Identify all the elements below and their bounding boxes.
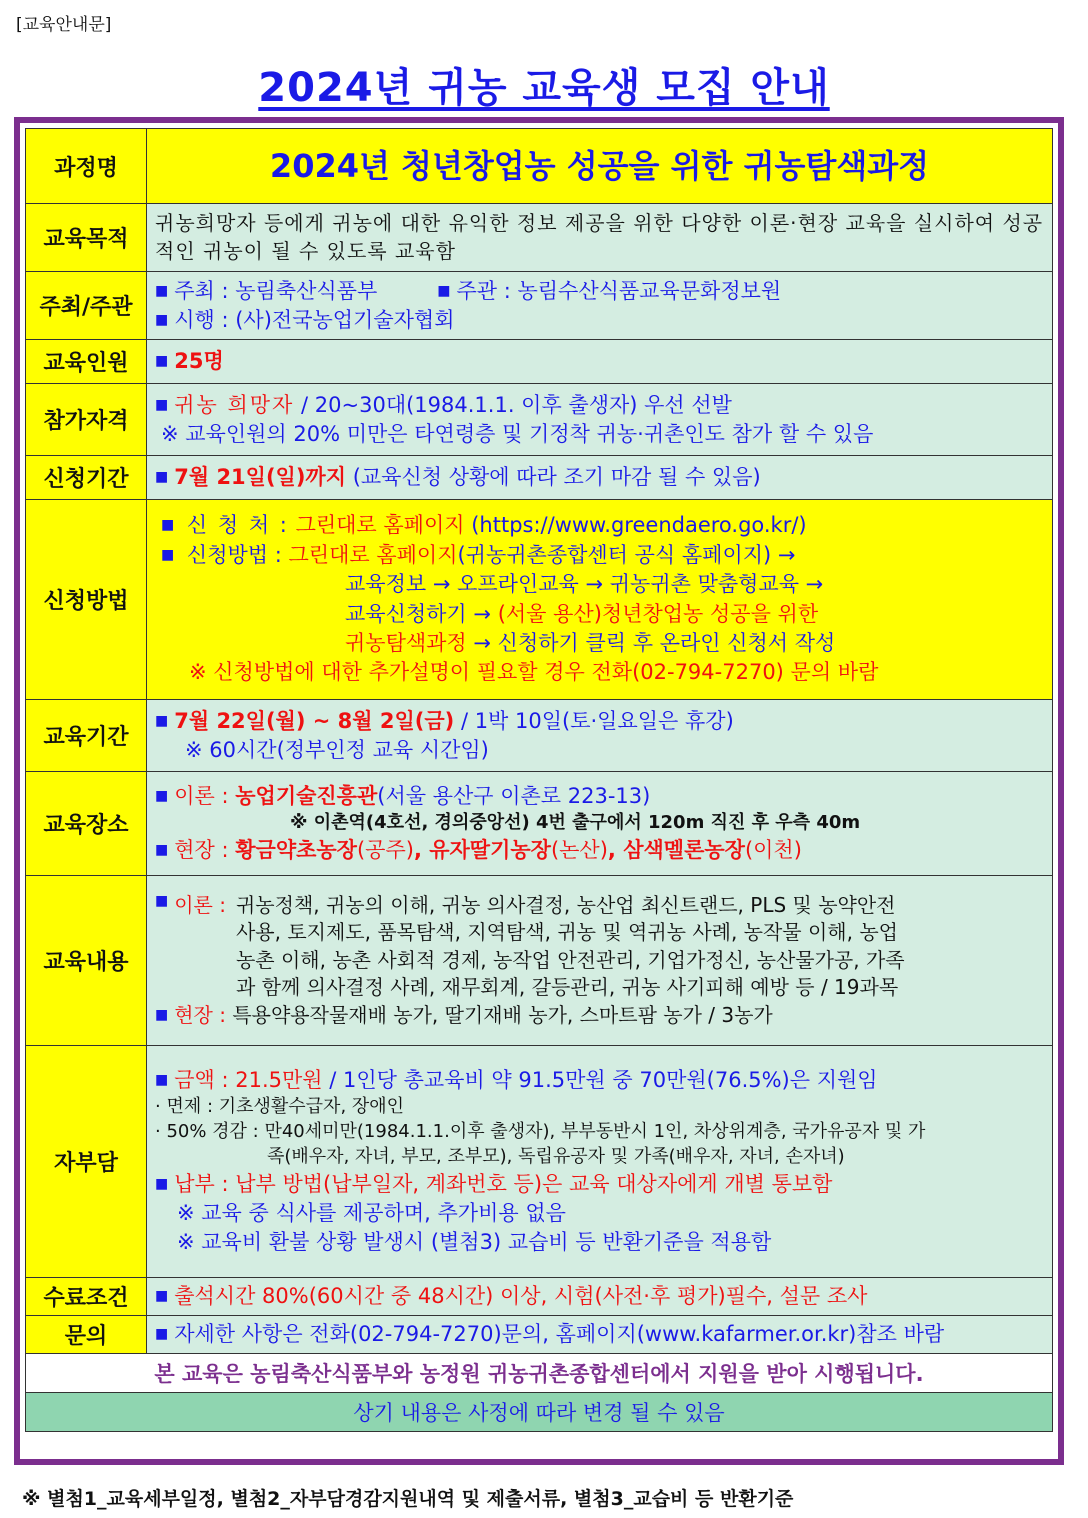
row-inquiry — [26, 1316, 1053, 1354]
apply-how-step3b: (서울 용산)청년창업농 성공을 위한 — [497, 601, 819, 626]
row-apply-period — [26, 456, 1053, 500]
apply-how-label: 신청방법 : — [186, 542, 282, 567]
value-course — [147, 129, 1053, 204]
label-inquiry: 문의 — [26, 1316, 147, 1354]
info-table — [25, 128, 1053, 1432]
apply-how-step2: 교육정보 → 오프라인교육 → 귀농귀촌 맞춤형교육 → — [345, 572, 824, 597]
label-content: 교육내용 — [26, 876, 147, 1046]
content-theory-line: 사용, 토지제도, 품목탐색, 지역탐색, 귀농 및 역귀농 사례, 농작물 이해, 농업 — [235, 920, 898, 945]
value-headcount — [147, 340, 1053, 384]
bullet-icon: ■ — [437, 282, 451, 299]
row-change — [26, 1393, 1053, 1432]
value-venue: ■ 이론 : 농업기술진흥관(서울 용산구 이촌로 223-13) ※ 이촌역(4호선, 경의중앙선) 4번 출구에서 120m 직진 후 우측 40m ■ 현장 : 황금약초농장(공주), 유자딸기농장(논산), 삼색멜론농장(이천) — [147, 772, 1053, 876]
venue-farm-3-location: (이천) — [744, 837, 802, 862]
eligibility-age: / 20~30대(1984.1.1. 이후 출생자) 우선 선발 — [301, 392, 732, 417]
label-host: 주최/주관 — [26, 272, 147, 340]
apply-how-step1: (귀농귀촌종합센터 공식 홈페이지) → — [457, 542, 796, 567]
apply-deadline: 7월 21일(일)까지 — [174, 465, 347, 490]
value-completion — [147, 1278, 1053, 1316]
value-apply-method — [147, 500, 1053, 700]
edu-duration: / 1박 10일(토·일요일은 휴강) — [460, 708, 734, 733]
fee-note-meal: ※ 교육 중 식사를 제공하며, 추가비용 없음 — [177, 1200, 566, 1225]
content-theory-line: 과 함께 의사결정 사례, 재무회계, 갈등관리, 귀농 사기피해 예방 등 / 19과목 — [235, 975, 899, 1000]
bullet-icon: ■ — [155, 396, 169, 413]
content-field-text: 특용약용작물재배 농가, 딸기재배 농가, 스마트팜 농가 / 3농가 — [232, 1002, 773, 1027]
label-completion: 수료조건 — [26, 1278, 147, 1316]
value-host — [147, 272, 1053, 340]
venue-theory-tag: 이론 : — [174, 784, 229, 809]
venue-theory-directions: ※ 이촌역(4호선, 경의중앙선) 4번 출구에서 120m 직진 후 우측 40m — [290, 812, 861, 834]
apply-how-step4a: 귀농탐색과정 — [345, 630, 467, 655]
label-eligibility: 참가자격 — [26, 384, 147, 456]
edu-hours: ※ 60시간(정부인정 교육 시간임) — [185, 737, 489, 762]
row-edu-period — [26, 700, 1053, 772]
bullet-icon: ■ — [155, 712, 169, 729]
eligibility-target: 귀농 희망자 — [174, 392, 295, 417]
bullet-icon: ■ — [155, 1006, 169, 1023]
value-edu-period — [147, 700, 1053, 772]
row-venue — [26, 772, 1053, 876]
attachment-footnote: ※ 별첨1_교육세부일정, 별첨2_자부담경감지원내역 및 제출서류, 별첨3_교습비 등 반환기준 — [22, 1488, 794, 1510]
bullet-icon: ■ — [155, 469, 169, 486]
bullet-icon: ■ — [155, 353, 169, 370]
bullet-icon: ■ — [155, 841, 169, 858]
content-theory-line: 농촌 이해, 농촌 사회적 경제, 농작업 안전관리, 기업가정신, 농산물가공, 가족 — [235, 947, 905, 972]
row-host — [26, 272, 1053, 340]
row-content — [26, 876, 1053, 1046]
bullet-icon: ■ — [155, 1072, 169, 1089]
host-operator: 시행 : (사)전국농업기술자협회 — [174, 307, 455, 332]
row-headcount — [26, 340, 1053, 384]
label-course: 과정명 — [26, 129, 147, 204]
info-frame — [14, 117, 1064, 1465]
page-title: 2024년 귀농 교육생 모집 안내 — [258, 65, 830, 111]
venue-farm-1: 황금약초농장 — [235, 837, 357, 862]
label-fee: 자부담 — [26, 1046, 147, 1278]
fee-amount-detail: / 1인당 총교육비 약 91.5만원 중 70만원(76.5%)은 지원임 — [329, 1068, 878, 1093]
content-field-tag: 현장 : — [174, 1002, 226, 1027]
venue-theory-address: (서울 용산구 이촌로 223-13) — [377, 784, 651, 809]
row-eligibility — [26, 384, 1053, 456]
row-fee — [26, 1046, 1053, 1278]
bullet-icon: ■ — [155, 1288, 169, 1305]
bullet-icon: ■ — [155, 282, 169, 299]
label-venue: 교육장소 — [26, 772, 147, 876]
edu-dates: 7월 22일(월) ~ 8월 2일(금) — [174, 708, 455, 733]
apply-deadline-note: (교육신청 상황에 따라 조기 마감 될 수 있음) — [352, 465, 761, 490]
fee-reduce-line1: · 50% 경감 : 만40세미만(1984.1.1.이후 출생자), 부부동반시 1인, 차상위계층, 국가유공자 및 가 — [155, 1121, 926, 1143]
value-content — [147, 876, 1053, 1046]
bullet-icon: ■ — [155, 1175, 169, 1192]
venue-farm-1-location: (공주) — [356, 837, 414, 862]
document-tag: [교육안내문] — [16, 15, 112, 35]
fee-note-refund: ※ 교육비 환불 상황 발생시 (별첨3) 교습비 등 반환기준을 적용함 — [177, 1229, 772, 1254]
headcount-value: 25명 — [174, 349, 224, 374]
content-theory-line: 귀농정책, 귀농의 이해, 귀농 의사결정, 농산업 최신트랜드, PLS 및 농약안전 — [235, 892, 896, 917]
venue-farm-2: 유자딸기농장 — [429, 837, 551, 862]
completion-text: 출석시간 80%(60시간 중 48시간) 이상, 시험(사전·후 평가)필수, 설문 조사 — [174, 1284, 868, 1309]
label-headcount: 교육인원 — [26, 340, 147, 384]
bullet-icon: ■ — [155, 892, 169, 909]
bullet-icon: ■ — [155, 1326, 169, 1343]
bullet-icon: ■ — [161, 517, 175, 534]
support-notice: 본 교육은 농림축산식품부와 농정원 귀농귀촌종합센터에서 지원을 받아 시행됩니다. — [26, 1354, 1053, 1393]
value-fee — [147, 1046, 1053, 1278]
apply-how-step4b: → 신청하기 클릭 후 온라인 신청서 작성 — [473, 630, 836, 655]
content-theory-tag: 이론 : — [174, 892, 226, 917]
value-apply-period — [147, 456, 1053, 500]
row-notice — [26, 1354, 1053, 1393]
host-manager: 주관 : 농림수산식품교육문화정보원 — [456, 278, 782, 303]
row-completion — [26, 1278, 1053, 1316]
apply-where-label: 신 청 처 : — [186, 513, 289, 538]
bullet-icon: ■ — [155, 311, 169, 328]
label-apply-period: 신청기간 — [26, 456, 147, 500]
host-organizer: 주최 : 농림축산식품부 — [174, 278, 378, 303]
venue-farm-3: 삼색멜론농장 — [623, 837, 745, 862]
apply-where-site: 그린대로 홈페이지 — [295, 513, 465, 538]
venue-theory-place: 농업기술진흥관 — [235, 784, 378, 809]
value-inquiry — [147, 1316, 1053, 1354]
bullet-icon: ■ — [155, 788, 169, 805]
bullet-icon: ■ — [161, 546, 175, 563]
fee-exempt: · 면제 : 기초생활수급자, 장애인 — [155, 1096, 405, 1118]
inquiry-text[interactable]: 자세한 사항은 전화(02-794-7270)문의, 홈페이지(www.kafarmer.or.kr)참조 바람 — [174, 1322, 945, 1347]
label-purpose: 교육목적 — [26, 204, 147, 272]
value-purpose: 귀농희망자 등에게 귀농에 대한 유익한 정보 제공을 위한 다양한 이론·현장 교육을 실시하여 성공적인 귀농이 될 수 있도록 교육함 — [147, 204, 1053, 272]
row-purpose — [26, 204, 1053, 272]
apply-how-site: 그린대로 홈페이지 — [288, 542, 458, 567]
change-notice: 상기 내용은 사정에 따라 변경 될 수 있음 — [26, 1393, 1053, 1432]
apply-note: ※ 신청방법에 대한 추가설명이 필요할 경우 전화(02-794-7270) 문의 바람 — [189, 660, 879, 685]
value-eligibility — [147, 384, 1053, 456]
fee-reduce-line2: 족(배우자, 자녀, 부모, 조부모), 독립유공자 및 가족(배우자, 자녀, 손자녀) — [267, 1145, 845, 1167]
row-apply-method — [26, 500, 1053, 700]
apply-where-url[interactable]: (https://www.greendaero.go.kr/) — [471, 513, 807, 538]
course-title: 2024년 청년창업농 성공을 위한 귀농탐색과정 — [269, 146, 930, 185]
label-apply-method: 신청방법 — [26, 500, 147, 700]
fee-payment: 납부 : 납부 방법(납부일자, 계좌번호 등)은 교육 대상자에게 개별 통보함 — [174, 1171, 833, 1196]
row-course — [26, 129, 1053, 204]
eligibility-note: ※ 교육인원의 20% 미만은 타연령층 및 기정착 귀농·귀촌인도 참가 할 수 있음 — [161, 421, 874, 446]
label-edu-period: 교육기간 — [26, 700, 147, 772]
venue-field-tag: 현장 : — [174, 837, 229, 862]
fee-amount: 금액 : 21.5만원 — [174, 1068, 323, 1093]
apply-how-step3a: 교육신청하기 → — [345, 601, 491, 626]
venue-farm-2-location: (논산) — [550, 837, 608, 862]
